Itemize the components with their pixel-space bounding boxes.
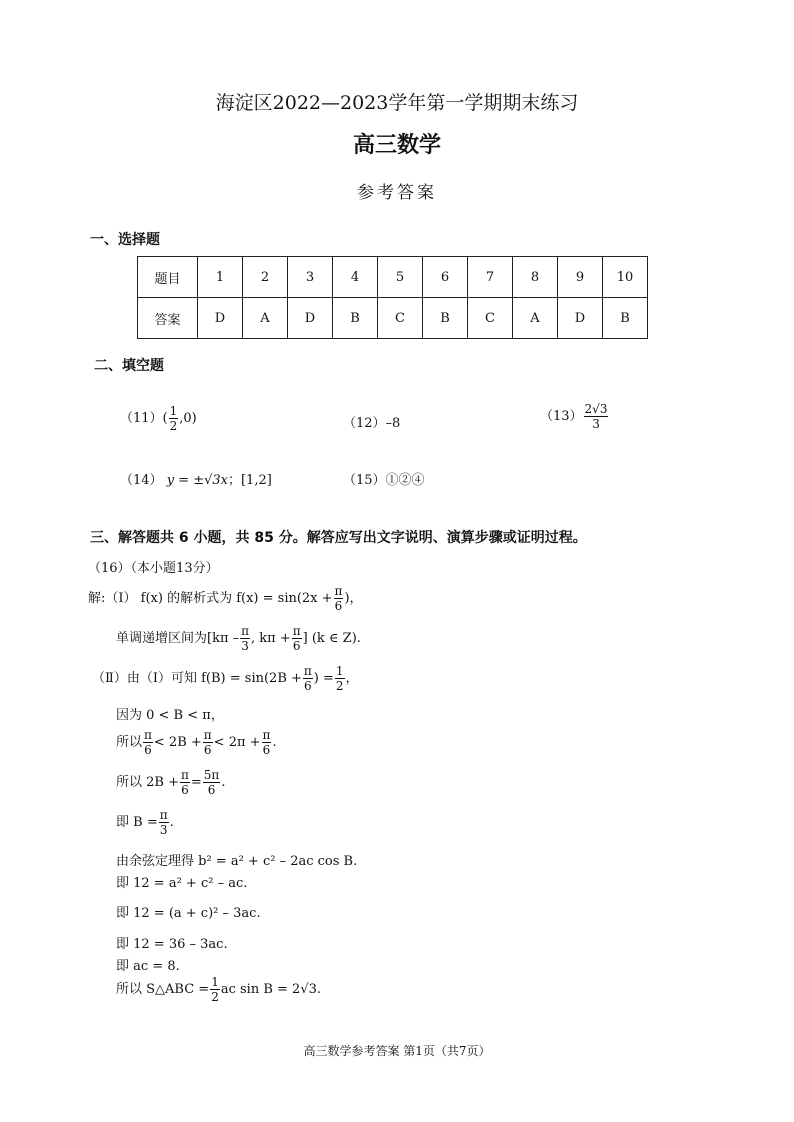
question-cell: 4 bbox=[333, 257, 378, 298]
denominator: 3 bbox=[241, 639, 249, 653]
row-label-answer: 答案 bbox=[138, 298, 198, 339]
denominator: 6 bbox=[203, 743, 212, 757]
numerator: π bbox=[303, 664, 312, 678]
value-12: –8 bbox=[385, 416, 401, 431]
text: 解:（Ⅰ） f(x) 的解析式为 f(x) = sin(2x + bbox=[88, 591, 333, 606]
solution-line: 即 12 = a² + c² – ac. bbox=[116, 876, 248, 891]
text: = bbox=[190, 775, 202, 790]
answer-12 bbox=[343, 412, 400, 431]
fraction bbox=[240, 624, 250, 653]
fraction bbox=[143, 728, 153, 757]
answer-cell: D bbox=[558, 298, 603, 339]
label-13: （13） bbox=[540, 409, 583, 424]
text: ， bbox=[345, 671, 359, 686]
question-cell: 7 bbox=[468, 257, 513, 298]
denominator: 6 bbox=[207, 783, 216, 797]
value-14b: [1,2] bbox=[240, 473, 272, 488]
question-cell: 2 bbox=[243, 257, 288, 298]
label-12: （12） bbox=[343, 416, 386, 431]
numerator: π bbox=[180, 768, 189, 782]
question-cell: 5 bbox=[378, 257, 423, 298]
fraction bbox=[180, 768, 190, 797]
denominator: 6 bbox=[144, 743, 152, 757]
question-cell: 1 bbox=[198, 257, 243, 298]
denominator: 6 bbox=[334, 599, 343, 613]
numerator: 1 bbox=[335, 664, 344, 678]
text: 所以 bbox=[116, 735, 143, 750]
fraction bbox=[169, 404, 179, 433]
numerator: π bbox=[203, 728, 212, 742]
question-16-label: （16）（本小题13分） bbox=[88, 561, 219, 576]
solution-line bbox=[116, 768, 225, 797]
text: ) = bbox=[313, 671, 334, 686]
answer-table bbox=[137, 256, 648, 339]
answer-cell: A bbox=[243, 298, 288, 339]
denominator: 2 bbox=[335, 679, 344, 693]
value-15: ①②④ bbox=[385, 473, 425, 488]
section2-heading: 二、填空题 bbox=[94, 358, 164, 374]
numerator: π bbox=[334, 584, 343, 598]
document-subtitle: 高三数学 bbox=[352, 133, 441, 158]
value-14: y = ±√3x bbox=[166, 473, 228, 488]
solution-line: 即 ac = 8. bbox=[116, 959, 180, 974]
solution-line: 因为 0 < B < π， bbox=[116, 708, 224, 723]
tail: ,0) bbox=[179, 411, 197, 426]
label-15: （15） bbox=[343, 473, 386, 488]
solution-line bbox=[88, 584, 363, 613]
numerator: 1 bbox=[169, 404, 178, 418]
answer-cell: B bbox=[603, 298, 648, 339]
denominator: 6 bbox=[292, 639, 301, 653]
answer-14 bbox=[120, 469, 272, 488]
answer-cell: C bbox=[378, 298, 423, 339]
answer-13 bbox=[540, 402, 609, 431]
fraction bbox=[203, 768, 221, 797]
numerator: π bbox=[159, 808, 168, 822]
document-title: 海淀区2022—2023学年第一学期期末练习 bbox=[215, 92, 579, 114]
answer-row bbox=[138, 298, 648, 339]
fraction bbox=[262, 728, 272, 757]
text: 所以 2B + bbox=[116, 775, 179, 790]
numerator: π bbox=[262, 728, 271, 742]
solution-line: 由余弦定理得 b² = a² + c² – 2ac cos B. bbox=[116, 854, 358, 869]
solution-line bbox=[116, 624, 361, 653]
denominator: 2 bbox=[169, 419, 178, 433]
text: , kπ + bbox=[251, 631, 291, 646]
question-cell: 8 bbox=[513, 257, 558, 298]
denominator: 2 bbox=[211, 990, 219, 1004]
answer-heading: 参考答案 bbox=[357, 183, 437, 203]
label-14: （14） bbox=[120, 473, 163, 488]
denominator: 6 bbox=[262, 743, 271, 757]
text: ac sin B = 2√3. bbox=[220, 982, 322, 997]
section3-heading: 三、解答题共 6 小题，共 85 分。解答应写出文字说明、演算步骤或证明过程。 bbox=[90, 530, 587, 546]
answer-cell: D bbox=[198, 298, 243, 339]
fraction bbox=[334, 584, 344, 613]
solution-line bbox=[116, 975, 321, 1004]
text: . bbox=[272, 735, 277, 750]
answer-cell: B bbox=[333, 298, 378, 339]
numerator: 2√3 bbox=[584, 402, 608, 416]
text: （Ⅱ）由（Ⅰ）可知 f(B) = sin(2B + bbox=[92, 671, 302, 686]
denominator: 3 bbox=[159, 823, 168, 837]
fraction bbox=[203, 728, 213, 757]
numerator: 1 bbox=[211, 975, 219, 989]
text: < 2B + bbox=[153, 735, 202, 750]
solution-line bbox=[116, 728, 277, 757]
fraction bbox=[292, 624, 302, 653]
denominator: 6 bbox=[304, 679, 312, 693]
numerator: π bbox=[292, 624, 301, 638]
answer-cell: A bbox=[513, 298, 558, 339]
answer-cell: B bbox=[423, 298, 468, 339]
text: < 2π + bbox=[213, 735, 261, 750]
question-cell: 9 bbox=[558, 257, 603, 298]
page-footer: 高三数学参考答案 第1页（共7页） bbox=[303, 1044, 491, 1058]
answer-cell: C bbox=[468, 298, 513, 339]
text: 即 B = bbox=[116, 815, 158, 830]
fraction bbox=[159, 808, 169, 837]
fraction bbox=[584, 402, 609, 431]
fraction bbox=[335, 664, 345, 693]
numerator: π bbox=[241, 624, 250, 638]
denominator: 3 bbox=[592, 417, 600, 431]
solution-line bbox=[92, 664, 359, 693]
solution-line: 即 12 = (a + c)² – 3ac. bbox=[116, 906, 261, 921]
denominator: 6 bbox=[181, 783, 189, 797]
solution-line: 即 12 = 36 – 3ac. bbox=[116, 937, 228, 952]
text: . bbox=[169, 815, 174, 830]
answer-cell: D bbox=[288, 298, 333, 339]
text: 所以 S△ABC = bbox=[116, 982, 210, 997]
question-cell: 6 bbox=[423, 257, 468, 298]
text: ] (k ∈ Z). bbox=[302, 631, 361, 646]
section1-heading: 一、选择题 bbox=[90, 232, 160, 248]
question-cell: 10 bbox=[603, 257, 648, 298]
label-11: （11） bbox=[120, 411, 163, 426]
text: )， bbox=[344, 591, 363, 606]
text: . bbox=[221, 775, 226, 790]
row-label-question: 题目 bbox=[138, 257, 198, 298]
answer-11 bbox=[120, 404, 197, 433]
fraction bbox=[210, 975, 220, 1004]
numerator: π bbox=[144, 728, 152, 742]
solution-line bbox=[116, 808, 174, 837]
paren: ( bbox=[162, 411, 168, 426]
numerator: 5π bbox=[203, 768, 220, 782]
text: 单调递增区间为[kπ – bbox=[116, 631, 240, 646]
separator: ； bbox=[227, 473, 241, 488]
fraction bbox=[303, 664, 313, 693]
question-cell: 3 bbox=[288, 257, 333, 298]
question-row bbox=[138, 257, 648, 298]
answer-15 bbox=[343, 469, 425, 488]
